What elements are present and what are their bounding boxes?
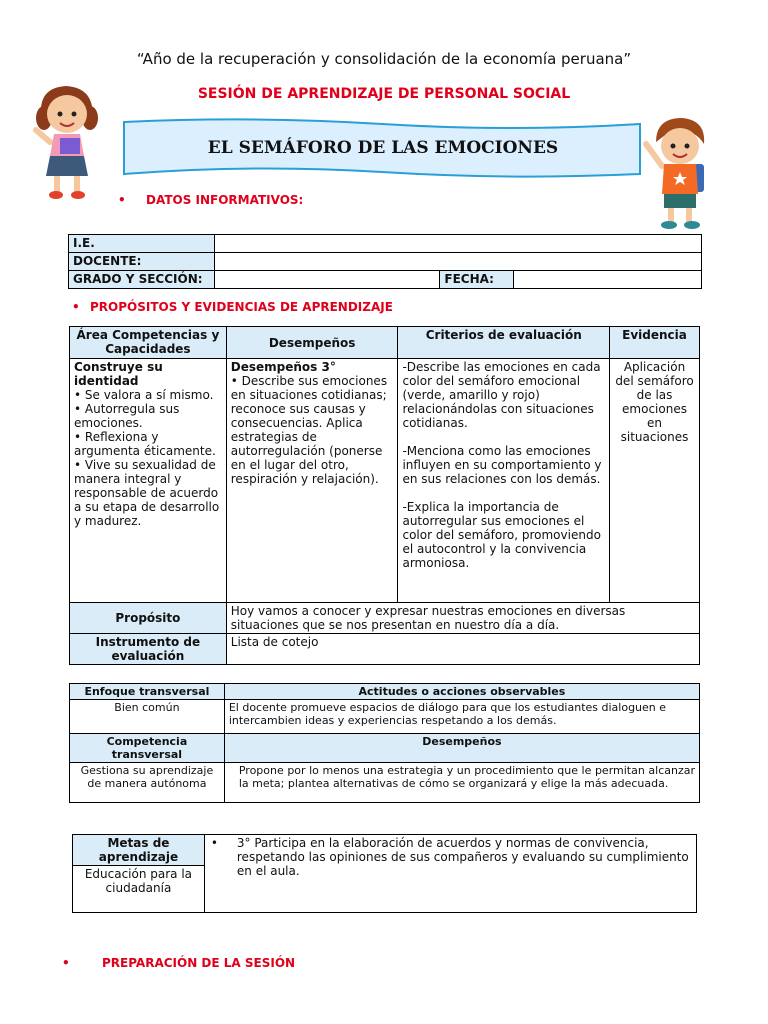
desempenos-cell [226,359,398,603]
boy-illustration [642,114,716,232]
competencia-item: • Vive su sexualidad de manera integral y responsable de acuerdo a su etapa de desarrollo y madurez. [74,458,220,528]
competencia-item: • Reflexiona y argumenta éticamente. [74,430,216,458]
header-evidencia: Evidencia [610,327,700,359]
info-table [68,234,702,289]
actitudes-value: El docente promueve espacios de diálogo para que los estudiantes dialoguen e intercambien ideas y experiencias respetando a los demás. [224,700,699,734]
metas-label: Metas de aprendizaje [73,835,204,866]
fecha-label: FECHA: [440,271,514,289]
bullet: • [210,836,218,850]
header-criterios: Criterios de evaluación [398,327,610,359]
desempenos-text: • Describe sus emociones en situaciones cotidianas; reconoce sus causas y consecuencias. Aplica estrategias de autorregulación (ponerse en el lugar del otro, respiración y relajación). [230,374,388,486]
enfoque-header: Enfoque transversal [70,684,225,700]
criterios-cell [398,359,610,603]
banner-title: EL SEMÁFORO DE LAS EMOCIONES [207,138,559,158]
section-preparacion-label: PREPARACIÓN DE LA SESIÓN [102,956,296,970]
proposito-label: Propósito [70,603,227,634]
metas-text-cell [204,835,696,913]
bullet: • [72,300,80,314]
ie-label: I.E. [69,235,215,253]
competencia-title: Construye su identidad [74,360,163,388]
girl-illustration [30,84,104,202]
instrumento-label: Instrumento de evaluación [70,634,227,665]
competencia-transversal-header: Competencia transversal [70,734,225,763]
metas-text: 3° Participa en la elaboración de acuerdos y normas de convivencia, respetando las opiniones de sus compañeros y evaluando su cumplimiento en el aula. [236,836,689,878]
metas-table [72,834,697,913]
transversal-table [69,683,700,803]
proposito-text: Hoy vamos a conocer y expresar nuestras emociones en diversas situaciones que se nos presentan en nuestro día a día. [226,603,699,634]
bullet: • [62,956,70,970]
ie-value[interactable] [214,235,701,253]
title-banner [122,118,644,180]
metas-left-cell [73,835,205,913]
competencia-item: • Autorregula sus emociones. [74,402,180,430]
desempenos-transversal-header: Desempeños [224,734,699,763]
criterio-item: -Explica la importancia de autorregular sus emociones el color del semáforo, promoviendo el autocontrol y la convivencia armoniosa. [402,500,601,570]
competencia-item: • Se valora a sí mismo. [74,388,214,402]
criterio-item: -Menciona como las emociones influyen en su comportamiento y en sus relaciones con los demás. [402,444,602,486]
section-datos-label: DATOS INFORMATIVOS: [146,193,304,207]
metas-sub: Educación para la ciudadanía [84,867,193,895]
actitudes-header: Actitudes o acciones observables [224,684,699,700]
session-title: SESIÓN DE APRENDIZAJE DE PERSONAL SOCIAL [197,86,571,102]
criterio-item: -Describe las emociones en cada color del semáforo emocional (verde, amarillo y rojo) relacionándolas con situaciones cotidianas. [402,360,601,430]
evidencia-cell: Aplicación del semáforo de las emociones en situaciones [610,359,700,603]
competencia-transversal-value: Gestiona su aprendizaje de manera autónoma [70,763,225,803]
fecha-value[interactable] [514,271,702,289]
header-desempenos: Desempeños [226,327,398,359]
header-area: Área Competencias y Capacidades [70,327,227,359]
purpose-table [69,326,700,665]
desempenos-transversal-value: Propone por lo menos una estrategia y un procedimiento que le permitan alcanzar la meta; plantea alternativas de cómo se organizará y elige la más adecuada. [224,763,699,803]
docente-value[interactable] [214,253,701,271]
motto: “Año de la recuperación y consolidación de la economía peruana” [136,50,632,68]
grado-value[interactable] [214,271,440,289]
section-propositos-label: PROPÓSITOS Y EVIDENCIAS DE APRENDIZAJE [90,300,393,314]
bullet: • [118,193,126,207]
enfoque-value: Bien común [70,700,225,734]
docente-label: DOCENTE: [69,253,215,271]
instrumento-text: Lista de cotejo [226,634,699,665]
competencia-cell [70,359,227,603]
grado-label: GRADO Y SECCIÓN: [69,271,215,289]
desempenos-title: Desempeños 3° [230,360,336,374]
